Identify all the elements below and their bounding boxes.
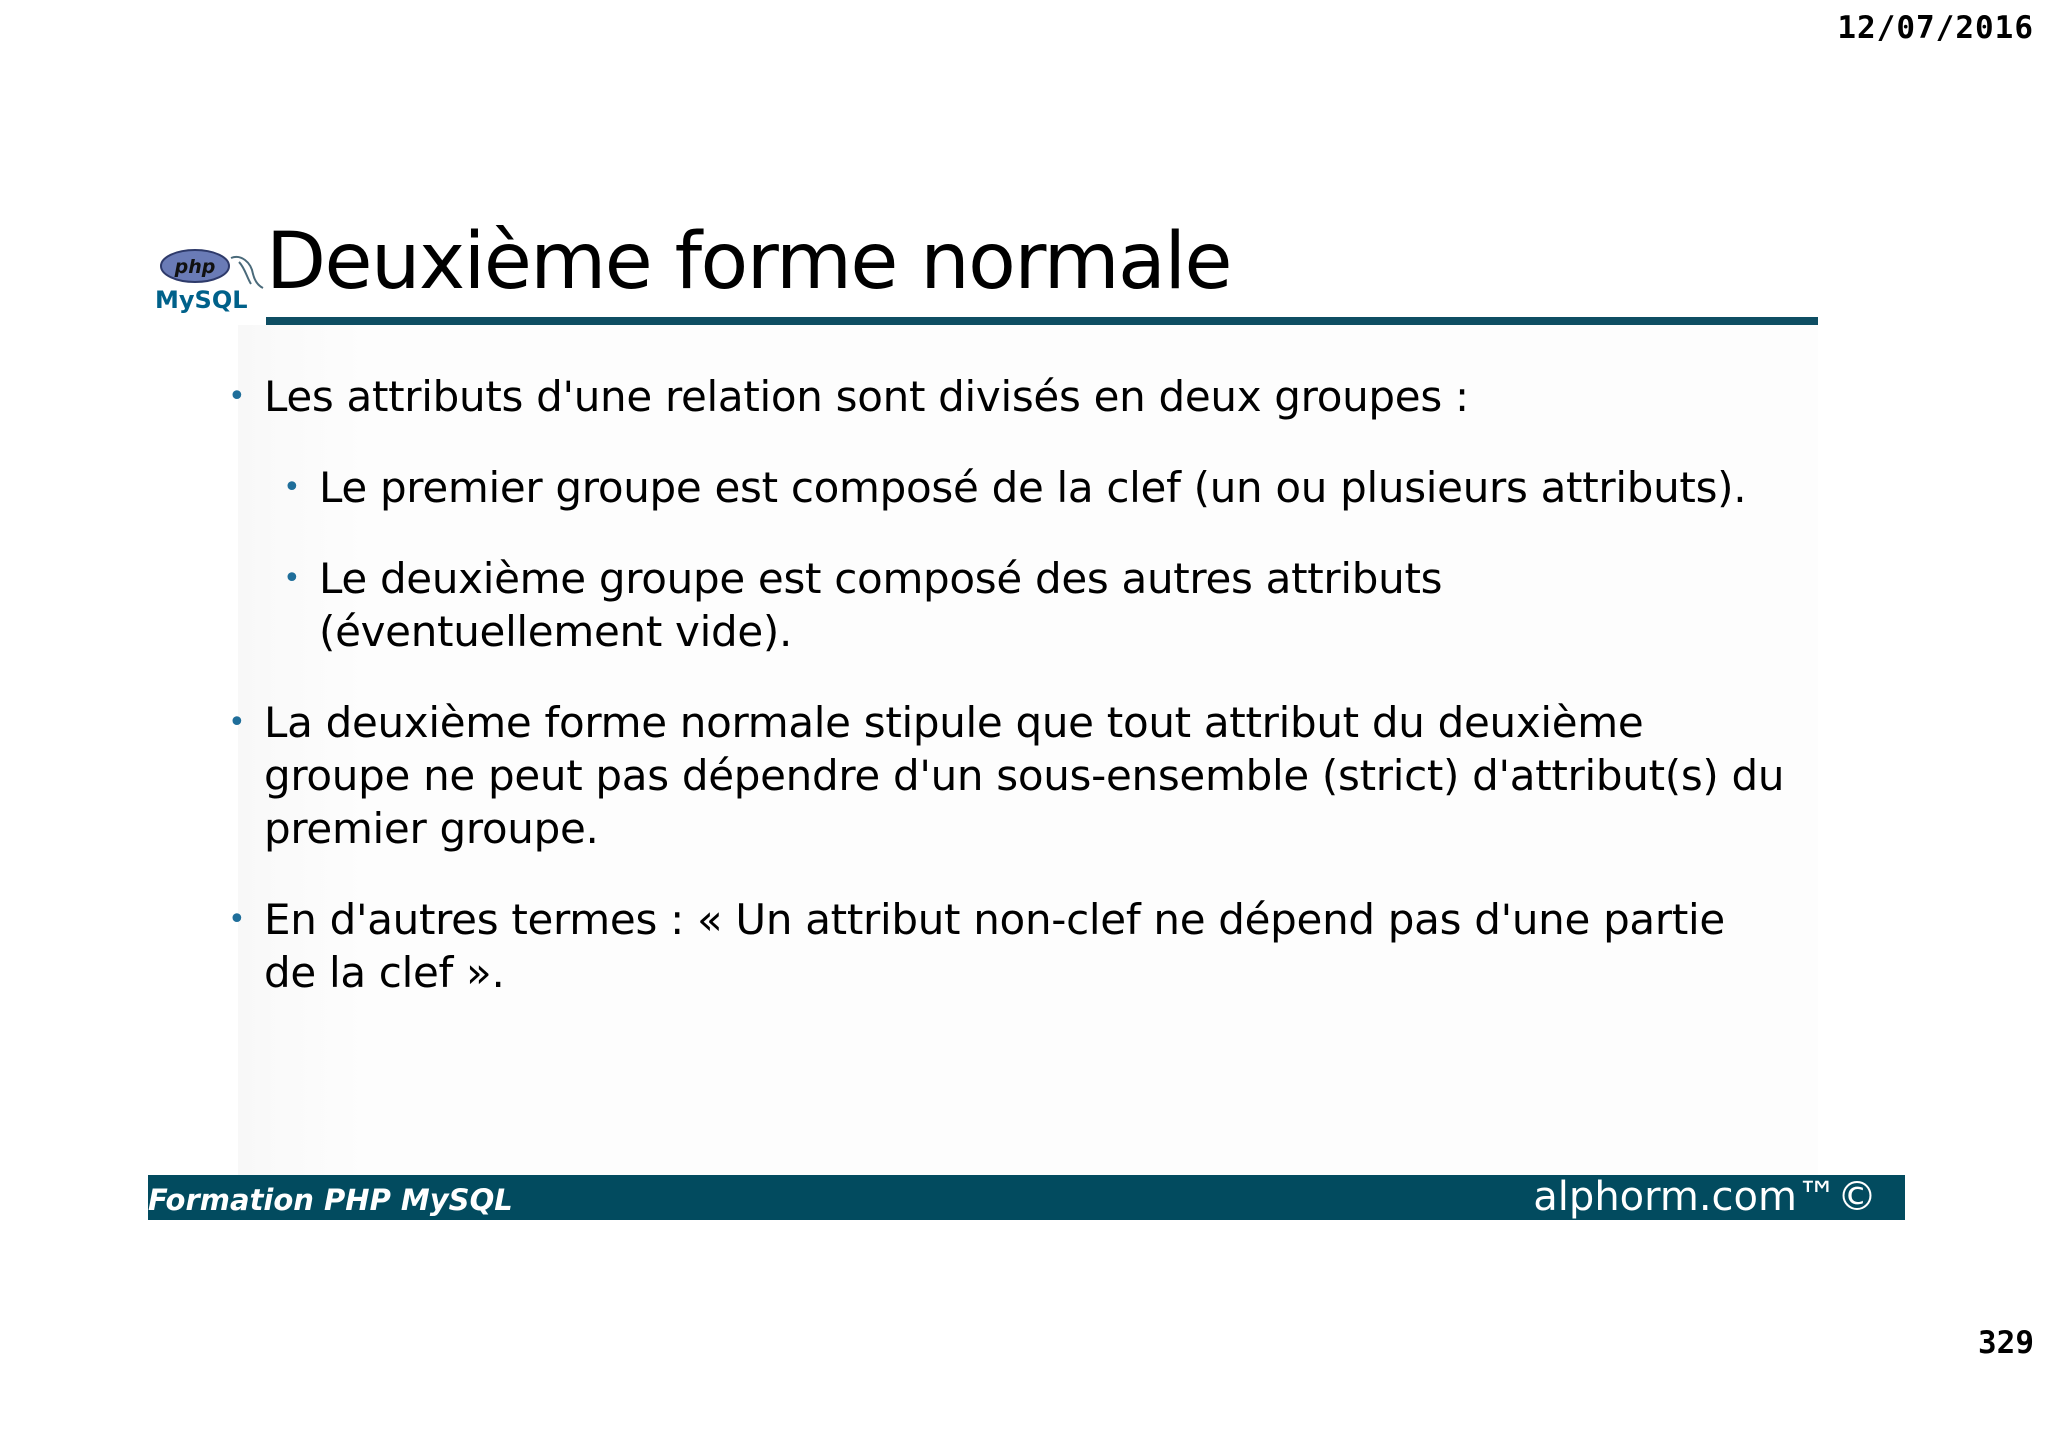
bullet-item: [228, 893, 1788, 999]
bullet-item: [228, 696, 1788, 855]
footer-course-title: Formation PHP MySQL: [148, 1183, 513, 1217]
footer-brand: alphorm.com™©: [1533, 1174, 1877, 1220]
bullet-text: En d'autres termes : « Un attribut non-clef ne dépend pas d'une partie de la clef ».: [264, 895, 1725, 997]
slide-footer: [148, 1175, 1905, 1220]
bullet-icon: •: [283, 470, 301, 505]
bullet-icon: •: [228, 379, 246, 414]
page-date: 12/07/2016: [1837, 10, 2034, 46]
bullet-text: Le deuxième groupe est composé des autres attributs (éventuellement vide).: [319, 554, 1443, 656]
page-number: 329: [1978, 1325, 2034, 1361]
bullet-text: La deuxième forme normale stipule que tout attribut du deuxième groupe ne peut pas dépendre d'un sous-ensemble (strict) d'attribut(s) du premier groupe.: [264, 698, 1785, 853]
bullet-icon: •: [283, 561, 301, 596]
bullet-text: Les attributs d'une relation sont divisés en deux groupes :: [264, 372, 1469, 421]
php-mysql-logo: [153, 248, 265, 314]
bullet-item: [228, 370, 1788, 423]
bullet-text: Le premier groupe est composé de la clef (un ou plusieurs attributs).: [319, 463, 1747, 512]
bullet-icon: •: [228, 902, 246, 937]
slide-title: Deuxième forme normale: [266, 217, 1232, 307]
bullet-item: [283, 461, 1788, 514]
title-underline: [266, 317, 1818, 325]
logo-mysql-text: MySQL: [155, 286, 248, 314]
bullet-item: [283, 552, 1788, 658]
bullet-icon: •: [228, 705, 246, 740]
slide: [148, 0, 1905, 1230]
logo-php-text: php: [174, 256, 216, 278]
bullet-list: [228, 370, 1788, 1037]
php-mysql-logo-icon: [153, 248, 265, 314]
